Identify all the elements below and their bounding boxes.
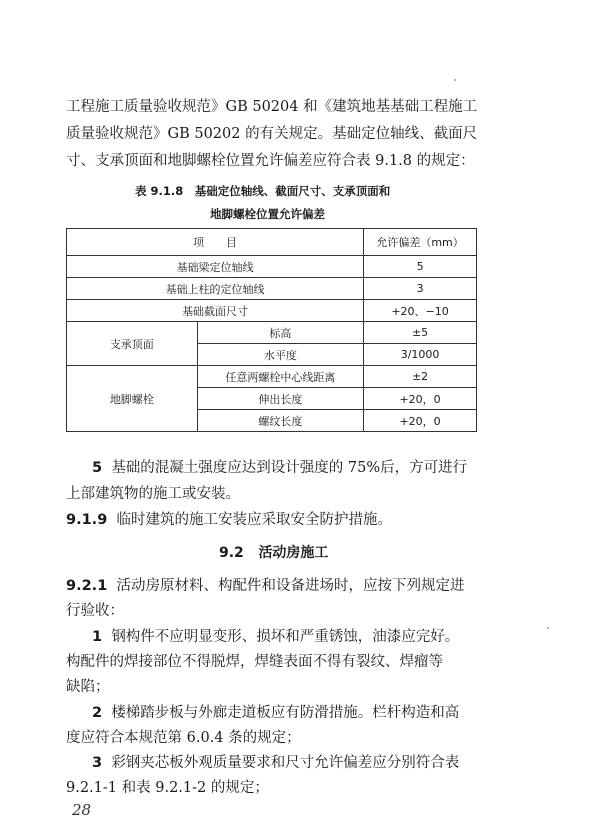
row-value: 3: [364, 278, 477, 300]
list-item-2-line-2: 度应符合本规范第 6.0.4 条的规定；: [66, 730, 301, 746]
list-item-3-number: 3: [92, 755, 103, 771]
section-title: 活动房施工: [258, 545, 329, 561]
row-value: +20、−10: [364, 300, 477, 322]
tolerance-table: [66, 228, 477, 432]
row-item: 螺纹长度: [197, 410, 364, 432]
row-item: 基础梁定位轴线: [67, 256, 364, 278]
table-row: [67, 366, 477, 388]
list-item-2-number: 2: [92, 705, 103, 721]
list-item-1-line-2: 构配件的焊接部位不得脱焊，焊缝表面不得有裂纹、焊瘤等: [66, 654, 443, 670]
list-item-1-text: 钢构件不应明显变形、损坏和严重锈蚀，油漆应完好。: [111, 629, 460, 645]
row-item: 水平度: [197, 344, 364, 366]
list-item-2-line-1: [92, 702, 459, 724]
clause-919: [66, 509, 392, 531]
intro-line-3: 寸、支承顶面和地脚螺栓位置允许偏差应符合表 9.1.8 的规定：: [66, 153, 475, 169]
clause-921-line-1: [66, 575, 465, 597]
header-item: 项 目: [67, 229, 364, 256]
section-number: 9.2: [219, 545, 244, 561]
header-tolerance: 允许偏差（mm）: [364, 229, 477, 256]
group-label: 支承顶面: [67, 322, 198, 366]
table-row: [67, 278, 477, 300]
clause-921-line-2: 行验收：: [66, 603, 124, 619]
item-5-line-1: [92, 457, 467, 479]
scan-speck: [547, 627, 549, 629]
row-value: +20，0: [364, 410, 477, 432]
row-value: ±5: [364, 322, 477, 344]
list-item-1-line-3: 缺陷；: [66, 679, 110, 695]
row-item: 基础截面尺寸: [67, 300, 364, 322]
clause-921-number: 9.2.1: [66, 578, 108, 594]
list-item-3-line-2: 9.2.1-1 和表 9.2.1-2 的规定；: [66, 780, 269, 796]
table-row: [67, 300, 477, 322]
row-item: 任意两螺栓中心线距离: [197, 366, 364, 388]
list-item-1-line-1: [92, 626, 459, 648]
table-row: [67, 322, 477, 344]
item-5-text: 基础的混凝土强度应达到设计强度的 75%后，方可进行: [111, 460, 468, 476]
list-item-3-line-1: [92, 752, 459, 774]
row-item: 标高: [197, 322, 364, 344]
scan-speck: [454, 79, 456, 81]
table-header-row: [67, 229, 477, 256]
section-heading: [219, 542, 328, 562]
item-5-number: 5: [92, 460, 103, 476]
row-value: 5: [364, 256, 477, 278]
page-number: 28: [72, 801, 92, 819]
table-caption-line-1: 表 9.1.8 基础定位轴线、截面尺寸、支承顶面和: [135, 184, 391, 198]
table-row: [67, 256, 477, 278]
group-label: 地脚螺栓: [67, 366, 198, 432]
row-value: ±2: [364, 366, 477, 388]
list-item-3-text: 彩钢夹芯板外观质量要求和尺寸允许偏差应分别符合表: [111, 755, 460, 771]
item-5-line-2: 上部建筑物的施工或安装。: [66, 486, 240, 502]
table-caption-line-2: 地脚螺栓位置允许偏差: [210, 207, 325, 221]
row-value: +20，0: [364, 388, 477, 410]
list-item-2-text: 楼梯踏步板与外廊走道板应有防滑措施。栏杆构造和高: [111, 705, 460, 721]
row-item: 伸出长度: [197, 388, 364, 410]
row-value: 3/1000: [364, 344, 477, 366]
row-item: 基础上柱的定位轴线: [67, 278, 364, 300]
intro-line-1: 工程施工质量验收规范》GB 50204 和《建筑地基基础工程施工: [66, 99, 478, 115]
clause-919-text: 临时建筑的施工安装应采取安全防护措施。: [116, 512, 393, 528]
clause-921-text: 活动房原材料、构配件和设备进场时，应按下列规定进: [116, 578, 465, 594]
clause-919-number: 9.1.9: [66, 512, 108, 528]
list-item-1-number: 1: [92, 629, 103, 645]
intro-line-2: 质量验收规范》GB 50202 的有关规定。基础定位轴线、截面尺: [66, 126, 478, 142]
